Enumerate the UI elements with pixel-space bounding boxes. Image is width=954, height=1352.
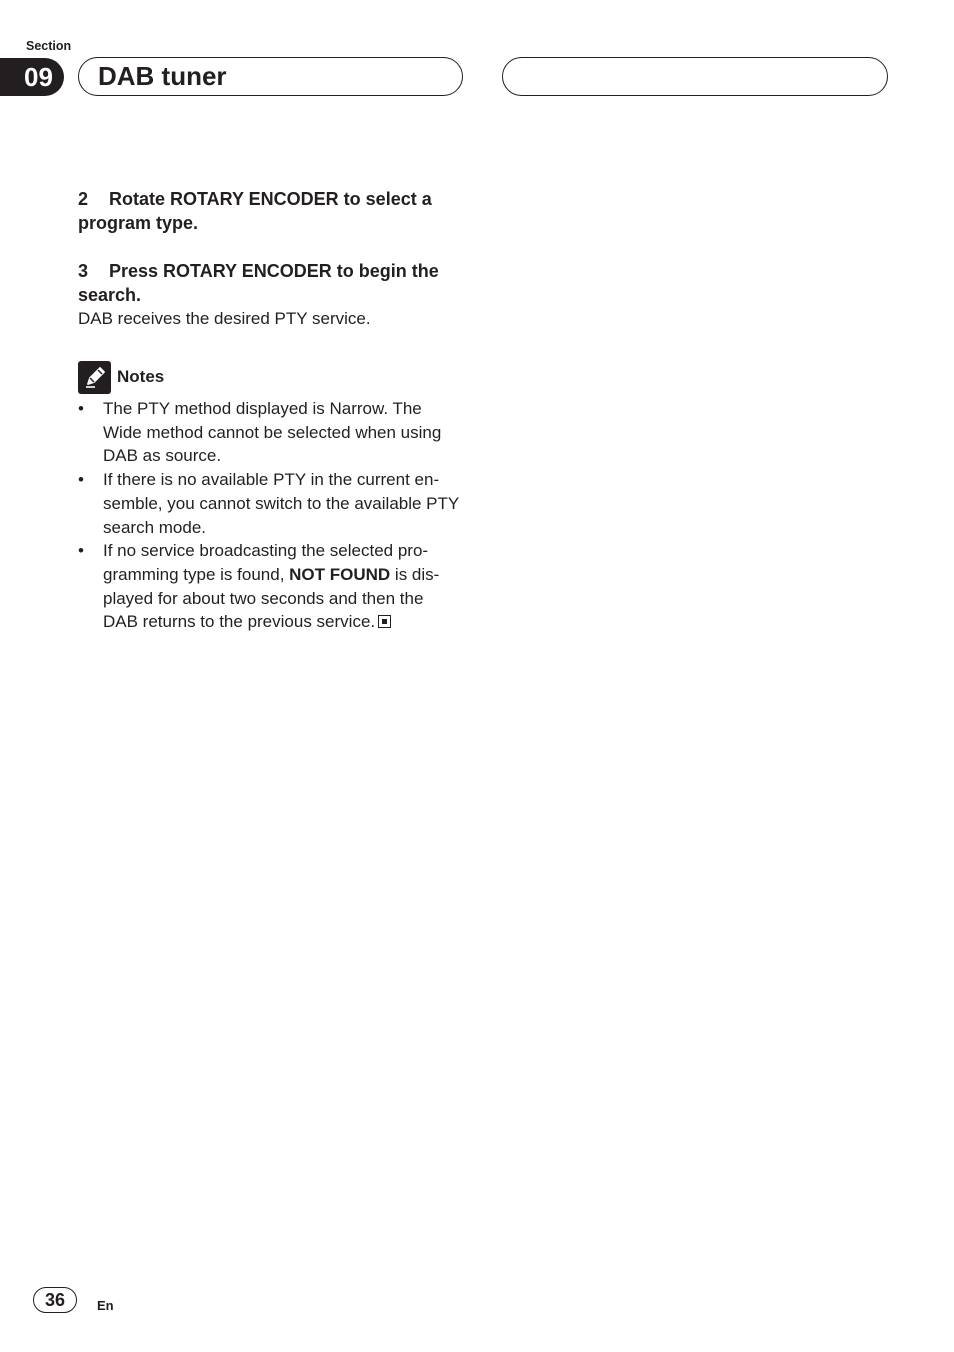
notes-list — [78, 397, 463, 634]
step-3-number: 3 — [78, 261, 89, 281]
notes-heading — [78, 360, 164, 394]
step-2 — [78, 187, 463, 235]
step-3-text: Press ROTARY ENCODER to begin the search. — [78, 261, 439, 305]
step-2-text: Rotate ROTARY ENCODER to select a program type. — [78, 189, 432, 233]
language-label: En — [97, 1298, 114, 1313]
chapter-title: DAB tuner — [98, 61, 227, 91]
section-label: Section — [26, 39, 72, 53]
pencil-icon — [78, 361, 111, 394]
step-2-number: 2 — [78, 189, 89, 209]
note-text-after: is displayed for about two seconds and then the DAB returns to the previous service. — [103, 564, 440, 632]
page-number: 36 — [33, 1287, 77, 1313]
end-of-section-icon — [378, 615, 391, 628]
list-item — [78, 468, 463, 539]
notes-label: Notes — [117, 367, 165, 386]
list-item — [78, 397, 463, 468]
note-text-bold: NOT FOUND — [289, 564, 391, 584]
note-text: The PTY method displayed is Narrow. The Wide method cannot be selected when using DAB as source. — [103, 399, 442, 466]
list-item — [78, 539, 463, 634]
note-text: If there is no available PTY in the current ensemble, you cannot switch to the available PTY search mode. — [103, 470, 459, 537]
note-text-before: If no service broadcasting the selected programming type is found, — [103, 541, 429, 584]
empty-title-box — [502, 57, 888, 96]
step-3 — [78, 259, 463, 307]
chapter-title-box — [78, 57, 463, 96]
step-3-description: DAB receives the desired PTY service. — [78, 309, 371, 328]
bullet: • — [78, 470, 84, 490]
bullet: • — [78, 541, 84, 561]
section-number-tab: 09 — [0, 58, 64, 96]
bullet: • — [78, 399, 84, 418]
